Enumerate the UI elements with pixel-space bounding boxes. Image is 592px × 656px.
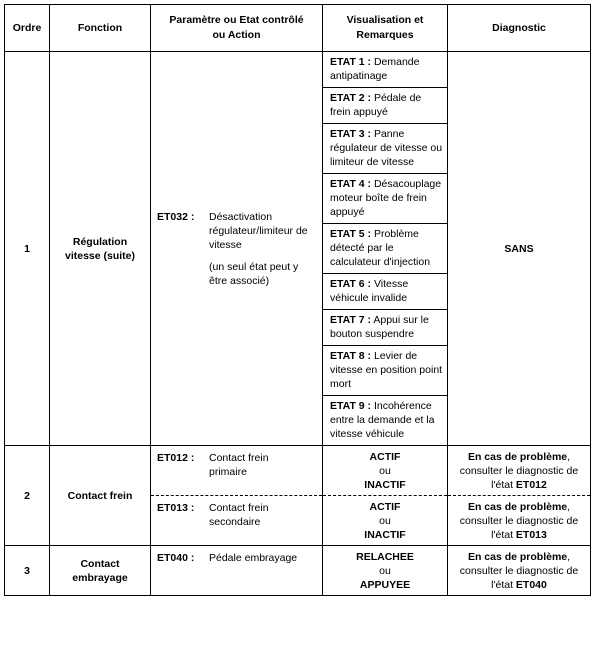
param-code: ET013 : [157,502,195,514]
param-desc: Pédale embrayage [209,552,298,564]
diag-cell [448,546,591,596]
header-visualisation: Visualisation et Remarques [323,5,448,52]
header-row [5,5,591,52]
diag-bold: En cas de problème [467,501,568,513]
header-fonction: Fonction [50,5,151,52]
etat-list [323,52,447,445]
table-row [5,446,591,496]
visu-ou: ou [379,565,391,577]
visu-state-a: ACTIF [369,501,401,513]
list-item: ETAT 9 : Incohérence entre la demande et la vitesse véhicule [330,400,435,440]
diag-cell [448,496,591,546]
list-item: ETAT 5 : Problème détecté par le calculateur d'injection [323,224,447,274]
diag-text: , consulter le diagnostic de l'état [459,551,579,591]
param-code: ET012 : [157,452,195,464]
row-fonction: Contact embrayage [50,546,151,596]
visu-cell [323,446,448,496]
param-note: (un seul état peut y être associé) [209,260,299,287]
param-code: ET040 : [157,552,195,564]
list-item: ETAT 8 : Levier de vitesse en position point mort [323,346,447,396]
param-desc: Contact frein primaire [209,452,269,478]
header-diagnostic: Diagnostic [448,5,591,52]
etat-list-cell [323,52,448,446]
diag-ref: ET040 [515,579,547,591]
table-row [5,546,591,596]
diag-text: , consulter le diagnostic de l'état [459,451,579,491]
visu-state-b: APPUYEE [359,579,411,591]
row-fonction: Régulation vitesse (suite) [50,52,151,446]
visu-ou: ou [379,515,391,527]
list-item: ETAT 2 : Pédale de frein appuyé [323,88,447,124]
diagnostic-table [4,4,591,596]
diag-ref: ET012 [515,479,547,491]
header-ordre: Ordre [5,5,50,52]
list-item: ETAT 3 : Panne régulateur de vitesse ou limiteur de vitesse [323,124,447,174]
visu-cell [323,546,448,596]
row-ordre: 3 [5,546,50,596]
list-item: ETAT 4 : Désacouplage moteur boîte de frein appuyé [323,174,447,224]
param-desc: Contact frein secondaire [209,502,269,528]
row-ordre: 2 [5,446,50,546]
list-item: ETAT 7 : Appui sur le bouton suspendre [323,310,447,346]
diag-bold: En cas de problème [467,451,568,463]
diag-cell [448,446,591,496]
visu-ou: ou [379,465,391,477]
table-row [5,52,591,446]
visu-state-a: RELACHEE [356,551,414,563]
row-fonction: Contact frein [50,446,151,546]
list-item: ETAT 1 : Demande antipatinage [323,52,447,88]
param-cell [151,546,323,596]
param-desc: Désactivation régulateur/limiteur de vitesse [209,210,308,251]
visu-state-a: ACTIF [369,451,401,463]
diag-bold: En cas de problème [467,551,568,563]
param-cell [151,52,323,446]
param-code: ET032 : [157,210,195,223]
diag-ref: ET013 [515,529,547,541]
row-ordre: 1 [5,52,50,446]
diag-text: , consulter le diagnostic de l'état [459,501,579,541]
param-cell [151,446,323,496]
list-item: ETAT 6 : Vitesse véhicule invalide [323,274,447,310]
param-cell [151,496,323,546]
visu-state-b: INACTIF [364,529,406,541]
visu-cell [323,496,448,546]
diagnostic-sans: SANS [448,52,591,446]
header-parametre: Paramètre ou Etat contrôlé ou Action [151,5,323,52]
visu-state-b: INACTIF [364,479,406,491]
